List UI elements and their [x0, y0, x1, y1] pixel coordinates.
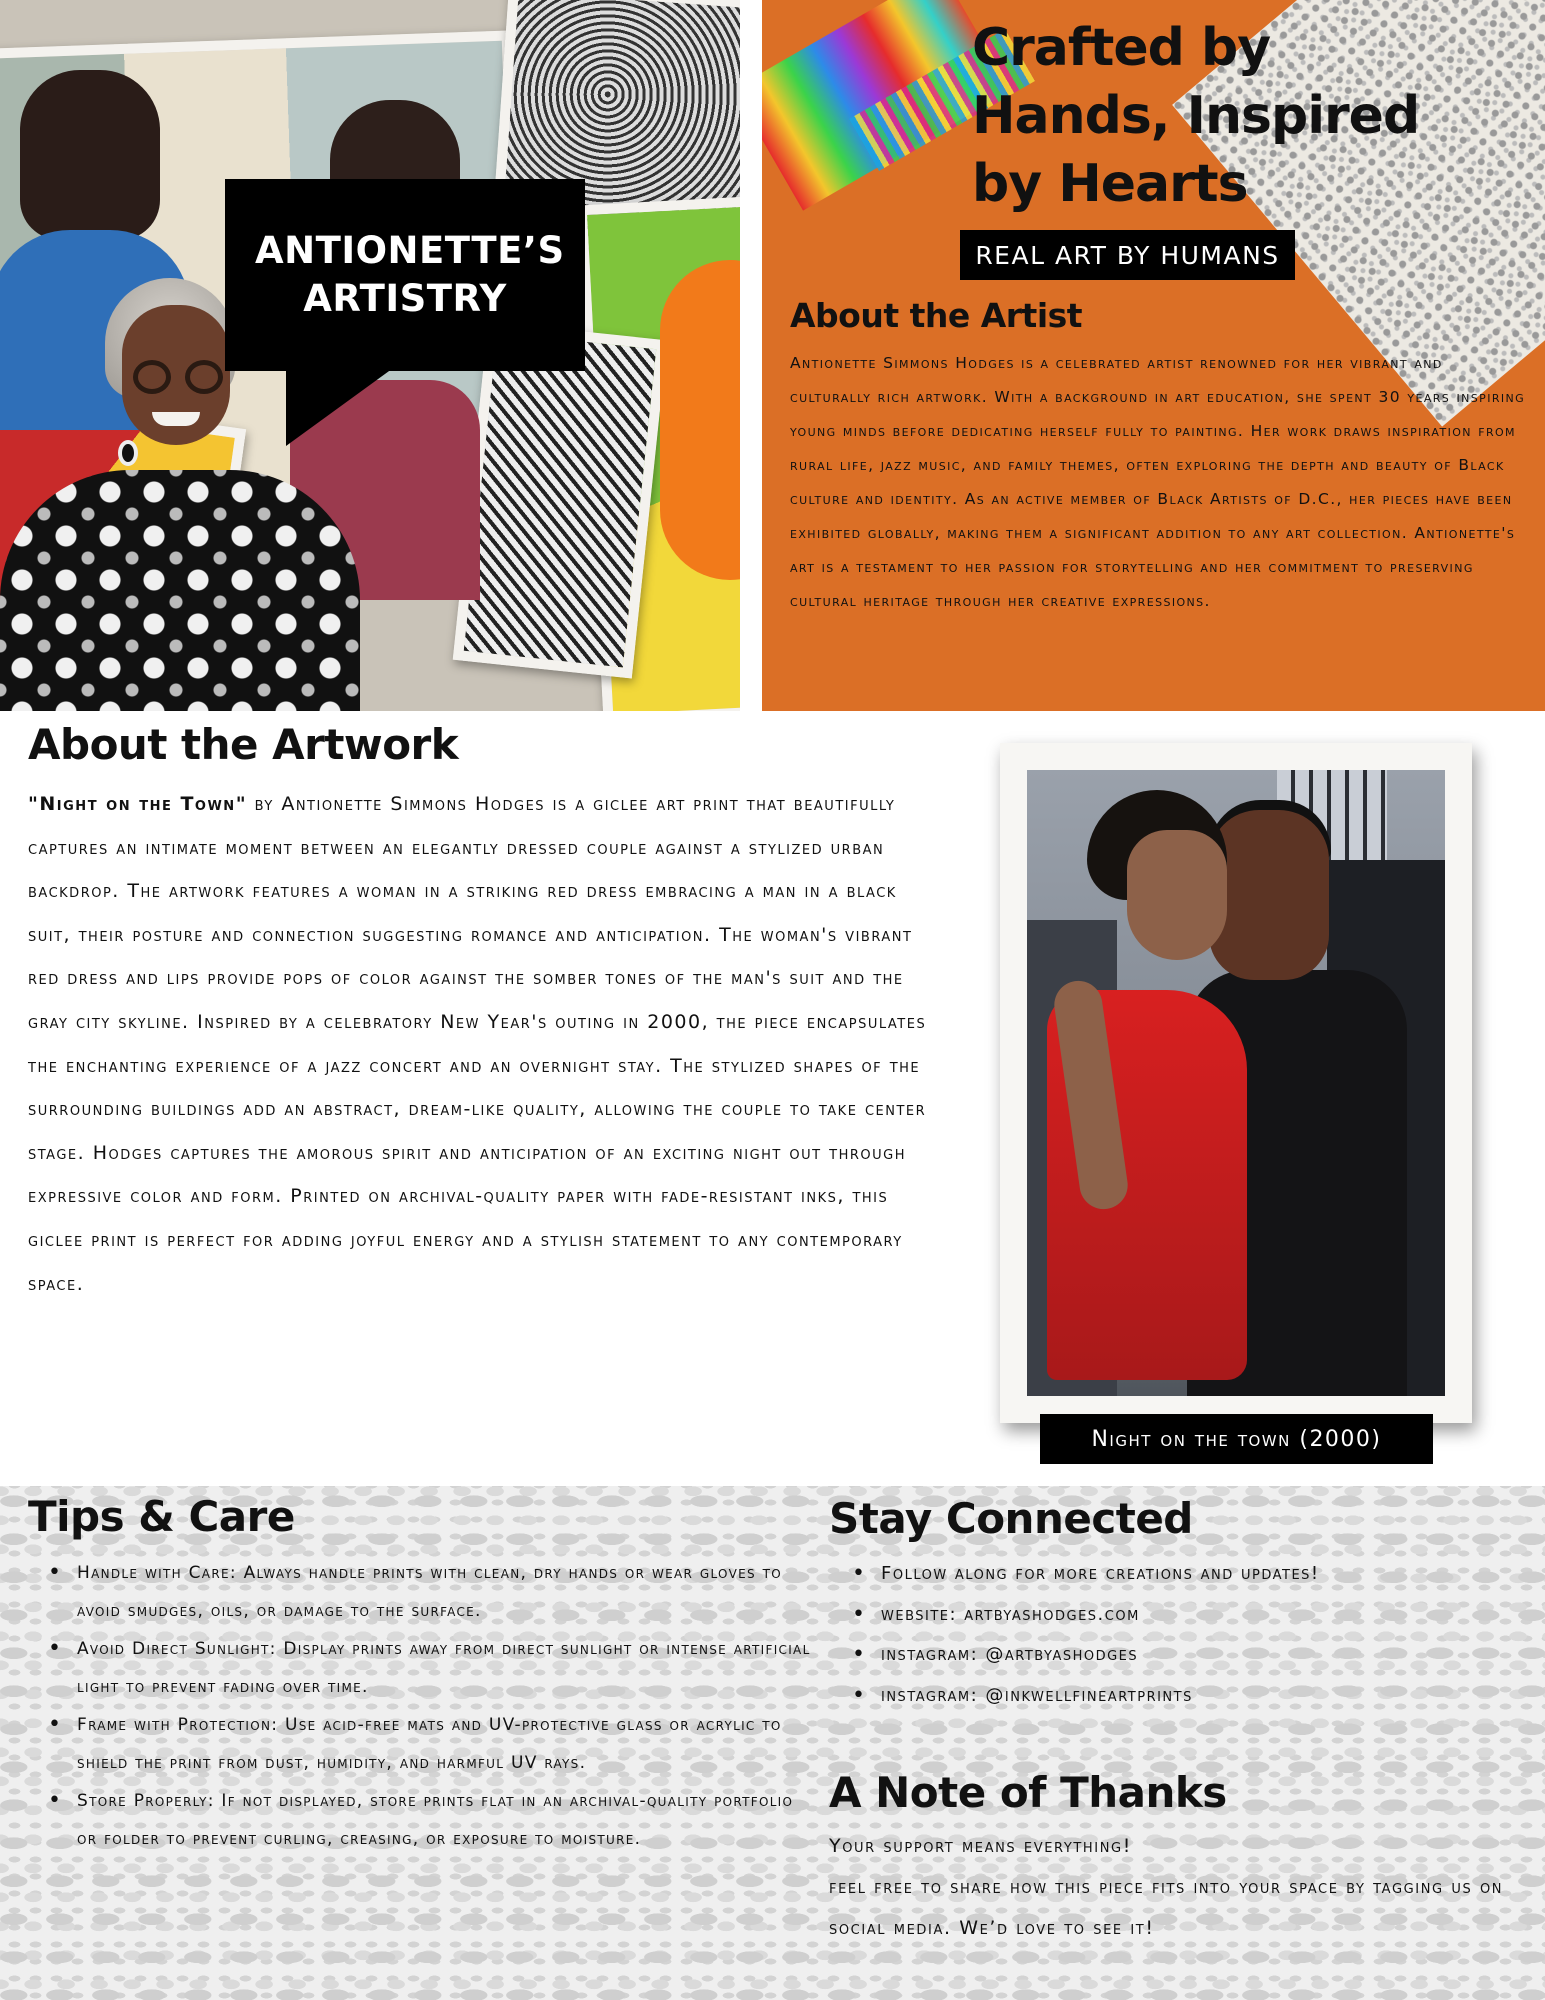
tips-heading: Tips & Care [28, 1492, 295, 1541]
artist-glasses [133, 360, 223, 394]
painted-figure-head [20, 70, 160, 240]
artwork-caption: Night on the town (2000) [1040, 1414, 1433, 1464]
artwork-title: "Night on the Town" [28, 793, 248, 815]
hero-headline: Crafted by Hands, Inspired by Hearts [972, 18, 1420, 214]
about-artwork-heading: About the Artwork [28, 720, 459, 769]
tips-list [48, 1554, 818, 1858]
stay-connected-list [852, 1554, 1372, 1716]
instagram-link[interactable]: • instagram: @artbyashodges [852, 1635, 1372, 1676]
website-link[interactable]: • website: artbyashodges.com [852, 1595, 1372, 1636]
thanks-body [829, 1826, 1529, 1949]
painted-orange-shape [660, 260, 740, 580]
thanks-line: feel free to share how this piece fits into your space by tagging us on social media. We’d love to see it! [829, 1876, 1504, 1939]
about-artist-panel [762, 0, 1545, 711]
instagram-link[interactable]: • instagram: @inkwellfineartprints [852, 1676, 1372, 1717]
speech-bubble [225, 179, 585, 371]
artist-photo-collage [0, 0, 740, 711]
stay-connected-heading: Stay Connected [829, 1494, 1193, 1543]
artist-patterned-top [0, 470, 360, 711]
about-artist-heading: About the Artist [790, 296, 1083, 335]
list-item: • Frame with Protection: Use acid-free mats and UV-protective glass or acrylic to shield the print from dust, humidity, and harmful UV rays. [48, 1706, 818, 1782]
list-item: • Store Properly: If not displayed, store prints flat in an archival-quality portfolio or folder to prevent curling, creasing, or exposure to moisture. [48, 1782, 818, 1858]
brand-title: ANTIONETTE’S ARTISTRY [255, 229, 565, 320]
artwork-description: by Antionette Simmons Hodges is a giclee art print that beautifully captures an intimate moment between an elegantly dressed couple against a stylized urban backdrop. The artwork features a woman in a striking red dress embracing a man in a black suit, their posture and connection suggesting romance and anticipation. The woman's vibrant red dress and lips provide pops of color against the somber tones of the man's suit and the gray city skyline. Inspired by a celebratory New Year's outing in 2000, the piece encapsulates the enchanting experience of a jazz concert and an overnight stay. The stylized shapes of the surrounding buildings add an abstract, dream-like quality, allowing the couple to take center stage. Hodges captures the amorous spirit and anticipation of an exciting night out through expressive color and form. Printed on archival-quality paper with fade-resistant inks, this giclee print is perfect for adding joyful energy and a stylish statement to any contemporary space. [28, 793, 927, 1295]
artist-earring [118, 440, 138, 466]
speech-bubble-tail [286, 366, 396, 446]
list-item: • Avoid Direct Sunlight: Display prints away from direct sunlight or intense artificial light to prevent fading over time. [48, 1630, 818, 1706]
artwork-print-frame [1000, 743, 1472, 1423]
thanks-heading: A Note of Thanks [829, 1768, 1227, 1817]
real-art-badge: REAL ART BY HUMANS [960, 230, 1295, 280]
list-item: • Follow along for more creations and updates! [852, 1554, 1372, 1595]
collage-painting-lace [453, 322, 668, 679]
about-artist-body: Antionette Simmons Hodges is a celebrated artist renowned for her vibrant and culturally rich artwork. With a background in art education, she spent 30 years inspiring young minds before dedicating herself fully to painting. Her work draws inspiration from rural life, jazz music, and family themes, often exploring the depth and beauty of Black culture and identity. As an active member of Black Artists of D.C., her pieces have been exhibited globally, making them a significant addition to any art collection. Antionette's art is a testament to her passion for storytelling and her commitment to preserving cultural heritage through her creative expressions. [790, 354, 1526, 610]
painted-man-head [1209, 810, 1329, 980]
list-item: • Handle with Care: Always handle prints with clean, dry hands or wear gloves to avoid smudges, oils, or damage to the surface. [48, 1554, 818, 1630]
artist-smile [152, 412, 200, 426]
thanks-line: Your support means everything! [829, 1835, 1132, 1857]
painted-woman-face [1127, 830, 1227, 960]
about-artwork-body [28, 783, 933, 1306]
night-on-the-town-painting [1027, 770, 1445, 1396]
